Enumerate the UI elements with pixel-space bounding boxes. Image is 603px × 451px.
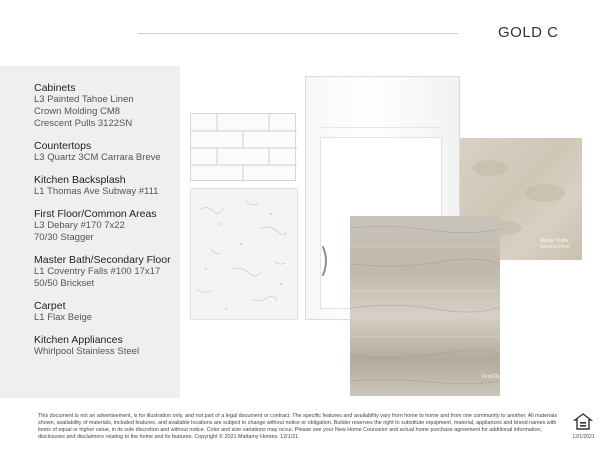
spec-section [34, 254, 180, 290]
page-title: GOLD C [498, 24, 559, 41]
quartz-veining [191, 189, 299, 321]
master-bath-tile-label: Master Bath/ Second Floor [540, 238, 570, 250]
spec-line: L3 Quartz 3CM Carrara Breve [34, 152, 161, 163]
spec-line: L3 Painted Tahoe Linen [34, 94, 134, 105]
spec-line: Whirlpool Stainless Steel [34, 346, 140, 357]
spec-heading: Master Bath/Secondary Floor [34, 254, 171, 266]
subway-tile-grid [191, 114, 297, 182]
spec-heading: Kitchen Appliances [34, 334, 123, 346]
spec-line: Crescent Pulls 3122SN [34, 118, 133, 129]
spec-section [34, 82, 180, 130]
cabinet-crown-rail [320, 87, 440, 128]
first-floor-tile-label: First Floor/ Common Areas [482, 374, 542, 380]
spec-heading: Kitchen Backsplash [34, 174, 126, 186]
spec-line: L1 Coventry Falls #100 17x17 [34, 266, 161, 277]
spec-section [34, 334, 180, 358]
header-divider [138, 33, 458, 34]
spec-heading: Carpet [34, 300, 66, 312]
spec-section [34, 208, 180, 244]
spec-line: 50/50 Brickset [34, 278, 95, 289]
document-date: 12/1/2021 [572, 434, 595, 440]
spec-line: 70/30 Stagger [34, 232, 94, 243]
cabinet-pull-icon [320, 245, 330, 277]
spec-heading: Countertops [34, 140, 92, 152]
spec-section [34, 140, 180, 164]
spec-heading: First Floor/Common Areas [34, 208, 157, 220]
spec-line: L1 Flax Beige [34, 312, 93, 323]
backsplash-swatch [190, 113, 296, 181]
spec-line: L3 Debary #170 7x22 [34, 220, 125, 231]
spec-heading: Cabinets [34, 82, 76, 94]
spec-section [34, 174, 180, 198]
legal-disclaimer: This document is not an advertisement, is for illustration only, and not part of a legal document or contract. The specific features and availability vary from home to home and from one community to another. All materials shown, availability of materials, included features, and available locations are subject to change without notice or obligation. Builder reserves the right to substitute equipment, material, appliances and brand names with items of equal or higher value, in its sole discretion and without notice. Color and size variations may occur. Please see your New Home Counselor and actual home purchase agreement for additional information, disclosures and disclaimers relating to the home and its features. Copyright © 2021 Mattamy Homes. 12/1/21. [38, 413, 558, 440]
countertop-swatch [190, 188, 298, 320]
spec-list [34, 82, 180, 368]
first-floor-tile-swatch [350, 216, 542, 396]
wood-grain [350, 216, 500, 396]
equal-housing-badge [567, 412, 603, 444]
spec-section [34, 300, 180, 324]
spec-line: Crown Molding CM8 [34, 106, 121, 117]
spec-line: L1 Thomas Ave Subway #111 [34, 186, 159, 197]
equal-housing-opportunity-icon [573, 412, 593, 432]
